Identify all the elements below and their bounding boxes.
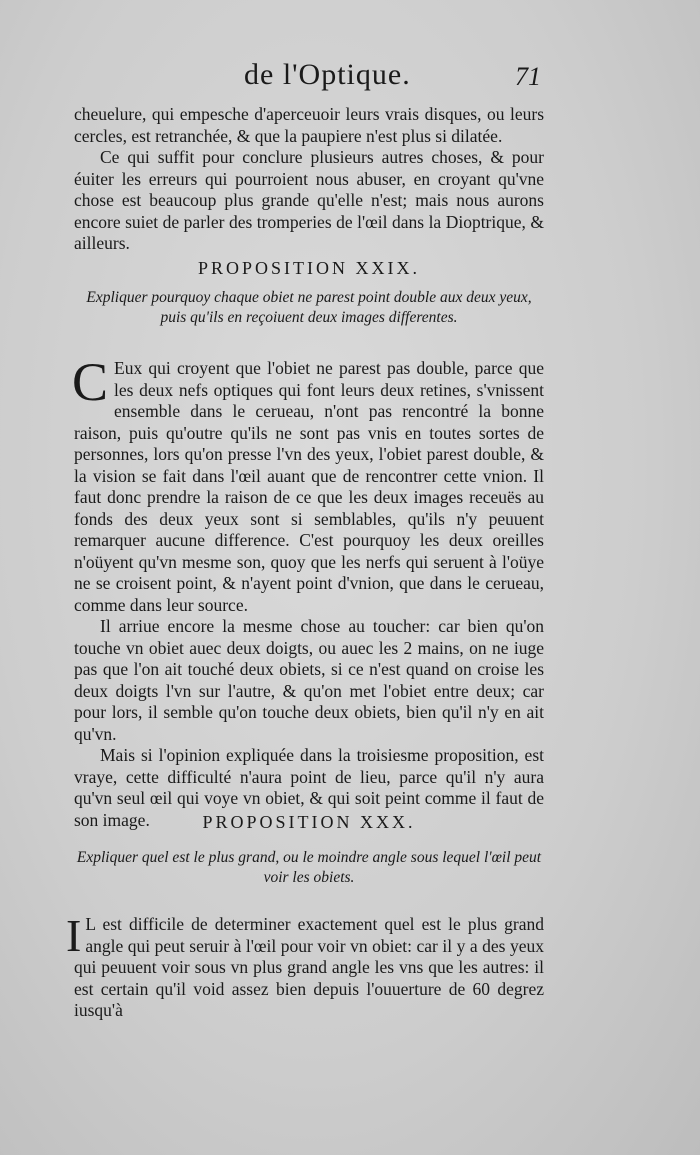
continuation-text xyxy=(74,104,544,255)
proposition-30-enunciation: Expliquer quel est le plus grand, ou le moindre angle sous lequel l'œil peut voir les obiets. xyxy=(76,849,542,886)
page-header xyxy=(0,58,700,98)
proposition-29-heading: PROPOSITION XXIX. xyxy=(197,258,420,278)
page-number: 71 xyxy=(515,62,541,91)
paragraph: Mais si l'opinion expliquée dans la troisiesme proposition, est vraye, cette difficulté n'aura point de lieu, parce qu'il n'y aura qu'vn seul œil qui voye vn obiet, & qui soit peint comme il faut de son image. xyxy=(74,745,544,830)
paragraph-text: Eux qui croyent que l'obiet ne parest pas double, parce que les deux nefs optiques qui font leurs deux retines, s'vnissent ensemble dans le cerueau, n'ont pas rencontré la bonne raison, puis qu'outre qu'ils ne sont pas vnis en toutes sortes de personnes, lors qu'on presse l'vn des yeux, l'obiet parest double, & la vision se fait dans l'œil auant que de rencontrer cette vnion. Il faut donc prendre la raison de ce que les deux images receuës au fonds des deux yeux sont si semblables, qu'ils n'y peuuent remarquer aucune difference. C'est pourquoy les deux oreilles n'oüyent qu'vn mesme son, quoy que les nerfs qui seruent à l'oüye ne se croisent point, & n'ayent point d'vnion, que dans le cerueau, comme dans leur source. xyxy=(74,358,544,615)
drop-cap: C xyxy=(72,352,109,412)
paragraph-text: L est difficile de determiner exactement quel est le plus grand angle qui peut seruir à l'œil pour voir vn obiet: car il y a des yeux qui peuuent voir sous vn plus grand angle les vns que les autres: il est certain qu'il void assez bien depuis l'ouuerture de 60 degrez iusqu'à xyxy=(74,914,544,1020)
paragraph xyxy=(66,910,544,1022)
paragraph: Il arriue encore la mesme chose au toucher: car bien qu'on touche vn obiet auec deux doigts, ou auec les 2 mains, on ne iuge pas que l'on ait touché deux obiets, si ce n'est quand on croise les deux doigts l'vn sur l'autre, & qu'on met l'obiet entre deux; car pour lors, il semble qu'on touche deux obiets, bien qu'il n'y en ait qu'vn. xyxy=(74,616,544,744)
running-title: de l'Optique. xyxy=(244,58,411,91)
proposition-29-body xyxy=(72,352,544,831)
proposition-29-enunciation: Expliquer pourquoy chaque obiet ne parest point double aux deux yeux, puis qu'ils en reçoiuent deux images differentes. xyxy=(86,289,532,326)
paragraph: cheuelure, qui empesche d'aperceuoir leurs vrais disques, ou leurs cercles, est retranchée, & que la paupiere n'est plus si dilatée. xyxy=(74,104,544,146)
paragraph: Ce qui suffit pour conclure plusieurs autres choses, & pour éuiter les erreurs qui pourroient nous abuser, en croyant qu'vne chose est beaucoup plus grande qu'elle n'est; mais nous aurons encore suiet de parler des tromperies de l'œil dans la Dioptrique, & ailleurs. xyxy=(74,147,544,253)
drop-cap: I xyxy=(66,910,82,961)
proposition-30-heading: PROPOSITION XXX. xyxy=(202,812,416,832)
paragraph xyxy=(72,352,544,616)
proposition-30-body xyxy=(66,910,544,1022)
